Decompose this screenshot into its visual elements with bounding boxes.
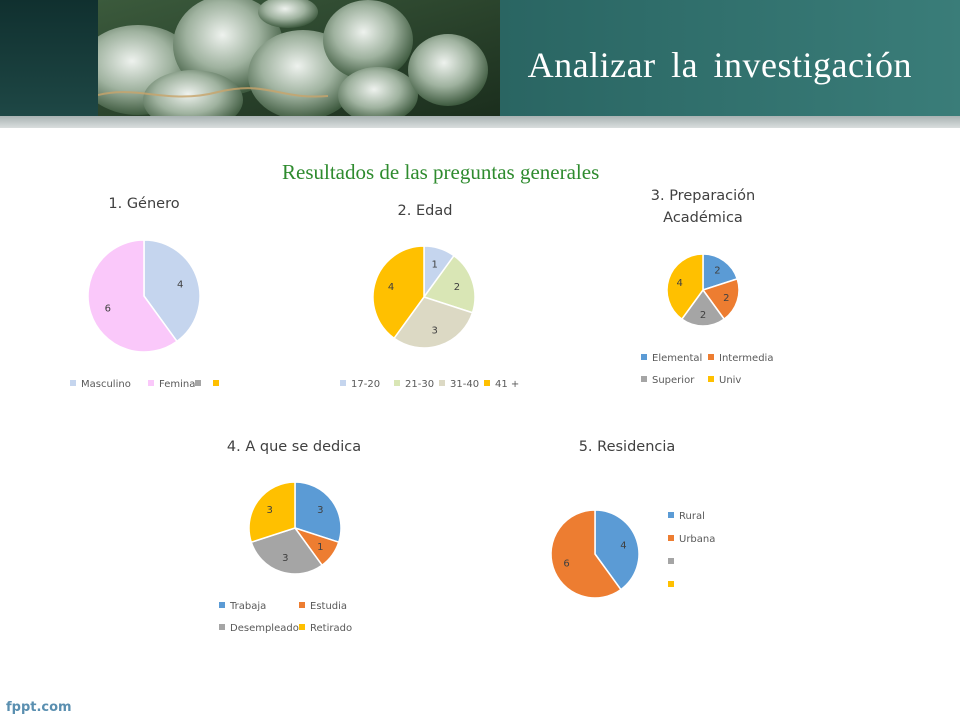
chart-1-data-label-1: 6 [104, 303, 111, 315]
chart-1-legend-swatch-0 [70, 380, 76, 386]
chart-2-title: 2. Edad [397, 203, 453, 219]
chart-2-data-label-0: 1 [431, 259, 438, 271]
chart-3-title-line-1: 3. Preparación [650, 188, 756, 204]
chart-4-data-label-2: 3 [282, 553, 289, 565]
chart-5-legend-item-3 [668, 580, 679, 591]
chart-3-legend [641, 353, 821, 389]
header-divider [0, 116, 960, 128]
chart-1-legend-label-1: Femina [159, 379, 196, 390]
chart-1-title: 1. Género [108, 196, 180, 212]
chart-4-legend-item-2 [219, 623, 299, 634]
chart-2-legend-swatch-3 [484, 380, 490, 386]
chart-5-data-label-0: 4 [620, 540, 627, 552]
chart-4-legend-item-1 [299, 601, 347, 612]
chart-2-legend-label-0: 17-20 [351, 379, 381, 390]
chart-5-legend-item-0 [668, 511, 705, 522]
chart-3-legend-item-0 [641, 353, 702, 364]
chart-4-data-label-0: 3 [317, 505, 324, 517]
chart-2-legend-item-1 [394, 379, 434, 390]
chart-2-legend-swatch-1 [394, 380, 400, 386]
chart-3-legend-swatch-3 [708, 376, 714, 382]
chart-4-legend-item-3 [299, 623, 352, 634]
chart-2-legend [340, 379, 540, 393]
chart-3-pie [667, 254, 739, 326]
chart-4-legend-label-3: Retirado [310, 623, 353, 634]
chart-1-legend-swatch-2 [195, 380, 201, 386]
chart-4-legend-label-2: Desempleado [230, 623, 299, 634]
chart-1-data-label-0: 4 [177, 279, 184, 291]
chart-5-legend-label-0: Rural [679, 511, 705, 522]
chart-3-legend-swatch-0 [641, 354, 647, 360]
chart-3-legend-item-3 [708, 375, 741, 386]
chart-2-legend-item-3 [484, 379, 519, 390]
chart-1-legend-label-0: Masculino [81, 379, 131, 390]
chart-1-legend-swatch-3 [213, 380, 219, 386]
chart-4-legend-swatch-0 [219, 602, 225, 608]
chart-3-legend-label-1: Intermedia [719, 353, 774, 364]
chart-4-legend-item-0 [219, 601, 266, 612]
chart-4-legend-swatch-2 [219, 624, 225, 630]
chart-4-legend [219, 601, 399, 637]
chart-5-title: 5. Residencia [578, 439, 676, 455]
chart-3-legend-label-2: Superior [652, 375, 695, 386]
chart-3-legend-swatch-2 [641, 376, 647, 382]
chart-3-title [630, 185, 776, 229]
chart-1-legend-item-0 [70, 379, 131, 390]
chart-5-pie [551, 510, 639, 598]
chart-3-data-label-3: 4 [676, 277, 683, 289]
chart-5-legend-item-1 [668, 534, 715, 545]
chart-2-legend-label-1: 21-30 [405, 379, 435, 390]
header-dark-strip [0, 0, 98, 116]
chart-1-legend-item-1 [148, 379, 195, 390]
chart-2-data-label-2: 3 [431, 325, 438, 337]
chart-5-legend-swatch-1 [668, 535, 674, 541]
chart-3-data-label-1: 2 [723, 293, 730, 305]
chart-2-data-label-3: 4 [387, 281, 395, 293]
chart-1-legend-swatch-1 [148, 380, 154, 386]
chart-2-legend-swatch-0 [340, 380, 346, 386]
chart-1-pie [88, 240, 200, 352]
chart-2-legend-item-2 [439, 379, 479, 390]
chart-5-legend-swatch-3 [668, 581, 674, 587]
chart-5-legend-swatch-2 [668, 558, 674, 564]
chart-5-data-label-1: 6 [563, 558, 570, 570]
chart-2-legend-swatch-2 [439, 380, 445, 386]
chart-4-data-label-3: 3 [266, 505, 273, 517]
chart-2-legend-label-2: 31-40 [450, 379, 480, 390]
chart-3-legend-label-3: Univ [719, 375, 742, 386]
chart-5-legend-item-2 [668, 557, 679, 568]
chart-2-data-label-1: 2 [453, 281, 461, 293]
chart-1-legend [70, 379, 270, 393]
chart-4-legend-label-1: Estudia [310, 601, 348, 612]
chart-3-data-label-2: 2 [699, 309, 707, 321]
page-title: Analizar la investigación [527, 45, 912, 85]
footer-logo: fppt.com [6, 700, 72, 715]
chart-2-legend-item-0 [340, 379, 380, 390]
chart-4-legend-swatch-3 [299, 624, 305, 630]
chart-1-legend-item-2 [195, 379, 206, 390]
chart-2-pie [373, 246, 475, 348]
chart-5-legend-label-1: Urbana [679, 534, 716, 545]
chart-5-legend-swatch-0 [668, 512, 674, 518]
chart-4-legend-label-0: Trabaja [230, 601, 267, 612]
chart-4-legend-swatch-1 [299, 602, 305, 608]
chart-5-legend [668, 511, 768, 591]
chart-4-title: 4. A que se dedica [226, 439, 362, 455]
chart-4-pie [249, 482, 341, 574]
chart-3-legend-item-1 [708, 353, 773, 364]
chart-3-legend-swatch-1 [708, 354, 714, 360]
chart-3-legend-item-2 [641, 375, 694, 386]
chart-3-title-line-2: Académica [663, 210, 743, 226]
chart-1-legend-item-3 [213, 379, 224, 390]
section-subtitle: Resultados de las preguntas generales [282, 160, 600, 184]
chart-3-legend-label-0: Elemental [652, 353, 703, 364]
chart-3-data-label-0: 2 [714, 265, 721, 277]
header-banner [0, 0, 960, 116]
header-photo [98, 0, 500, 116]
chart-2-legend-label-3: 41 + [495, 379, 520, 390]
chart-4-data-label-1: 1 [317, 541, 324, 553]
